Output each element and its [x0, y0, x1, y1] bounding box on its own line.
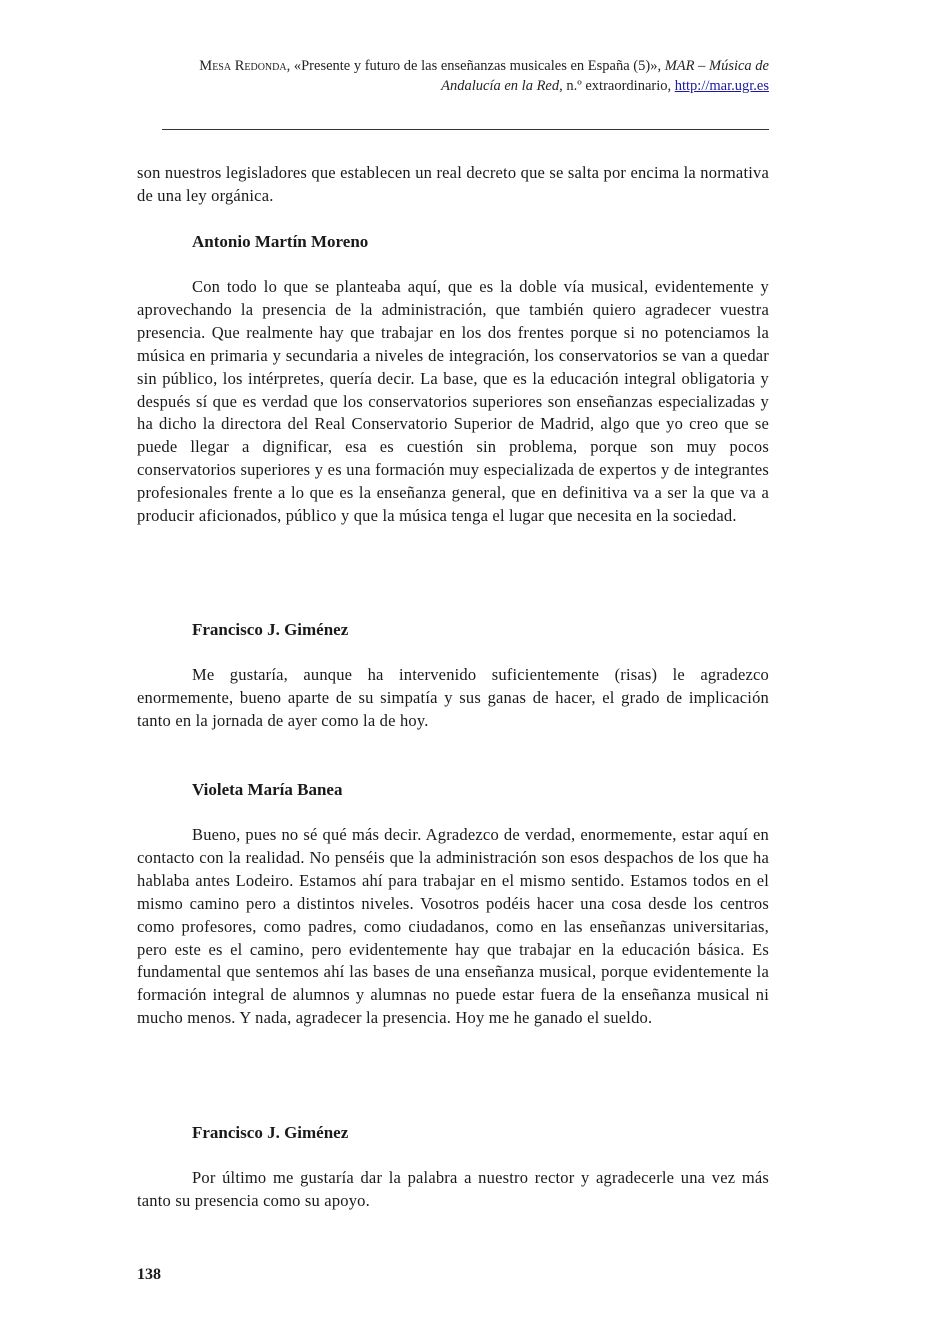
paragraph: [137, 1167, 769, 1213]
header-author: Mesa Redonda: [199, 58, 287, 74]
paragraph-text: Me gustaría, aunque ha intervenido suficientemente (risas) le agradezco enormemente, bueno aparte de su simpatía y sus ganas de hacer, el grado de implicación tanto en la jornada de ayer como la de hoy.: [137, 665, 769, 730]
paragraph: [137, 824, 769, 1030]
speaker-heading: Francisco J. Giménez: [192, 1123, 349, 1142]
header-issue: , n.º extraordinario,: [559, 78, 675, 94]
paragraph-text: son nuestros legisladores que establecen un real decreto que se salta por encima la normativa de una ley orgánica.: [137, 163, 769, 205]
paragraph-text: Con todo lo que se planteaba aquí, que es la doble vía musical, evidentemente y aprovechando la presencia de la administración, que también quiero agradecer vuestra presencia. Que realmente hay que trabajar en los dos frentes porque si no potenciamos la música en primaria y secundaria a niveles de integración, los conservatorios se van a quedar sin público, los intérpretes, quería decir. La base, que es la educación integral obligatoria y después sí que es verdad que los conservatorios superiores son enseñanzas especializadas y ha dicho la directora del Real Conservatorio Superior de Madrid, algo que yo creo que se puede llegar a dignificar, esa es cuestión sin problema, porque son muy pocos conservatorios superiores y es una formación muy especializada de expertos y de integrantes profesionales frente a lo que es la enseñanza general, que en definitiva va a ser la que va a producir aficionados, público y que la música tenga el lugar que necesita en la sociedad.: [137, 277, 769, 526]
header-divider: [162, 129, 769, 130]
paragraph-text: Bueno, pues no sé qué más decir. Agradezco de verdad, enormemente, estar aquí en contacto con la realidad. No penséis que la administración son esos despachos de los que ha hablaba antes Lodeiro. Estamos ahí para trabajar en el mismo sentido. Estamos todos en el mismo camino pero a distintos niveles. Vosotros podéis hacer una cosa desde los centros como profesores, como padres, como ciudadanos, como en las enseñanzas universitarias, pero este es el camino, pero evidentemente hay que trabajar en la educación básica. Es fundamental que sentemos ahí las bases de una enseñanza musical, porque evidentemente la formación integral de alumnos y alumnas no puede estar fuera de la enseñanza musical ni mucho menos. Y nada, agradecer la presencia. Hoy me he ganado el sueldo.: [137, 825, 769, 1028]
header-journal-1: MAR – Música de: [664, 58, 769, 74]
header-journal-2: Andalucía en la Red: [441, 78, 560, 94]
header-title: , «Presente y futuro de las enseñanzas musicales en España (5)»,: [286, 58, 665, 74]
running-header: [137, 56, 769, 96]
page-number: 138: [137, 1266, 161, 1283]
speaker-heading: Violeta María Banea: [192, 780, 343, 799]
paragraph-text: Por último me gustaría dar la palabra a nuestro rector y agradecerle una vez más tanto su presencia como su apoyo.: [137, 1168, 769, 1210]
speaker-heading: Francisco J. Giménez: [192, 620, 349, 639]
header-url-link[interactable]: http://mar.ugr.es: [674, 78, 769, 94]
paragraph: [137, 276, 769, 528]
speaker-heading: Antonio Martín Moreno: [192, 232, 369, 251]
paragraph-continuation: [137, 162, 769, 208]
paragraph: [137, 664, 769, 733]
